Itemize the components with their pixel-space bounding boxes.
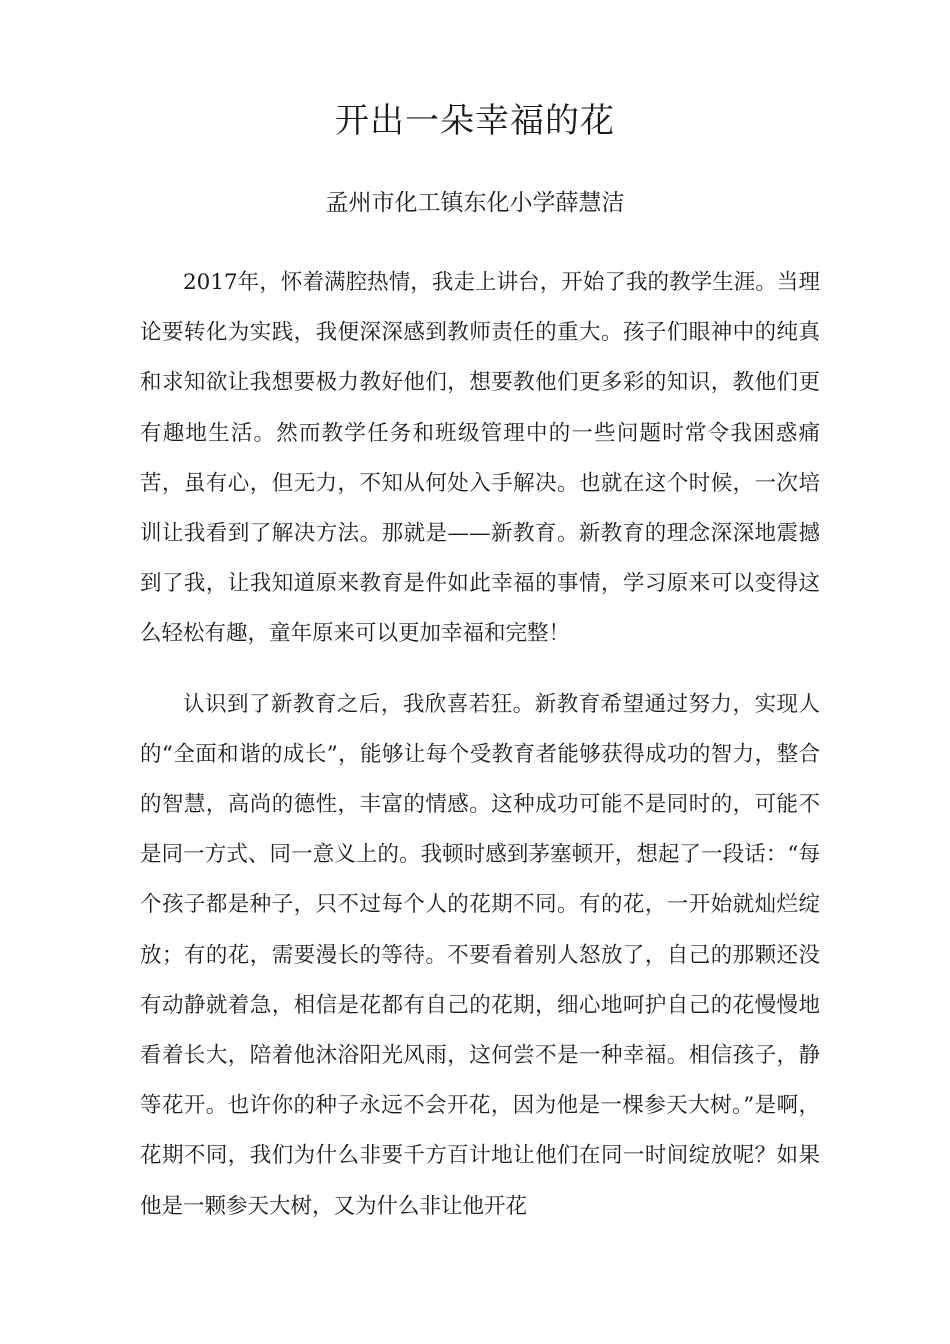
paragraph-2: 认识到了新教育之后，我欣喜若狂。新教育希望通过努力，实现人的“全面和谐的成长”，能够让每个受教育者能够获得成功的智力，整合的智慧，高尚的德性，丰富的情感。这种成功可能不是同时的，可能不是同一方式、同一意义上的。我顿时感到茅塞顿开，想起了一段话：“每个孩子都是种子，只不过每个人的花期不同。有的花，一开始就灿烂绽放；有的花，需要漫长的等待。不要看着别人怒放了，自己的那颗还没有动静就着急，相信是花都有自己的花期，细心地呵护自己的花慢慢地看着长大，陪着他沐浴阳光风雨，这何尝不是一种幸福。相信孩子，静等花开。也许你的种子永远不会开花，因为他是一棵参天大树。”是啊，花期不同，我们为什么非要千方百计地让他们在同一时间绽放呢？如果他是一颗参天大树，又为什么非让他开花 — [140, 691, 820, 1219]
document-author: 孟州市化工镇东化小学薛慧洁 — [325, 190, 625, 216]
document-body — [140, 258, 820, 1232]
paragraph-1: 2017年，怀着满腔热情，我走上讲台，开始了我的教学生涯。当理论要转化为实践，我便深深感到教师责任的重大。孩子们眼神中的纯真和求知欲让我想要极力教好他们，想要教他们更多彩的知识，教他们更有趣地生活。然而教学任务和班级管理中的一些问题时常令我困惑痛苦，虽有心，但无力，不知从何处入手解决。也就在这个时候，一次培训让我看到了解决方法。那就是——新教育。新教育的理念深深地震撼到了我，让我知道原来教育是件如此幸福的事情，学习原来可以变得这么轻松有趣，童年原来可以更加幸福和完整！ — [140, 270, 820, 647]
document-title: 开出一朵幸福的花 — [335, 101, 615, 141]
